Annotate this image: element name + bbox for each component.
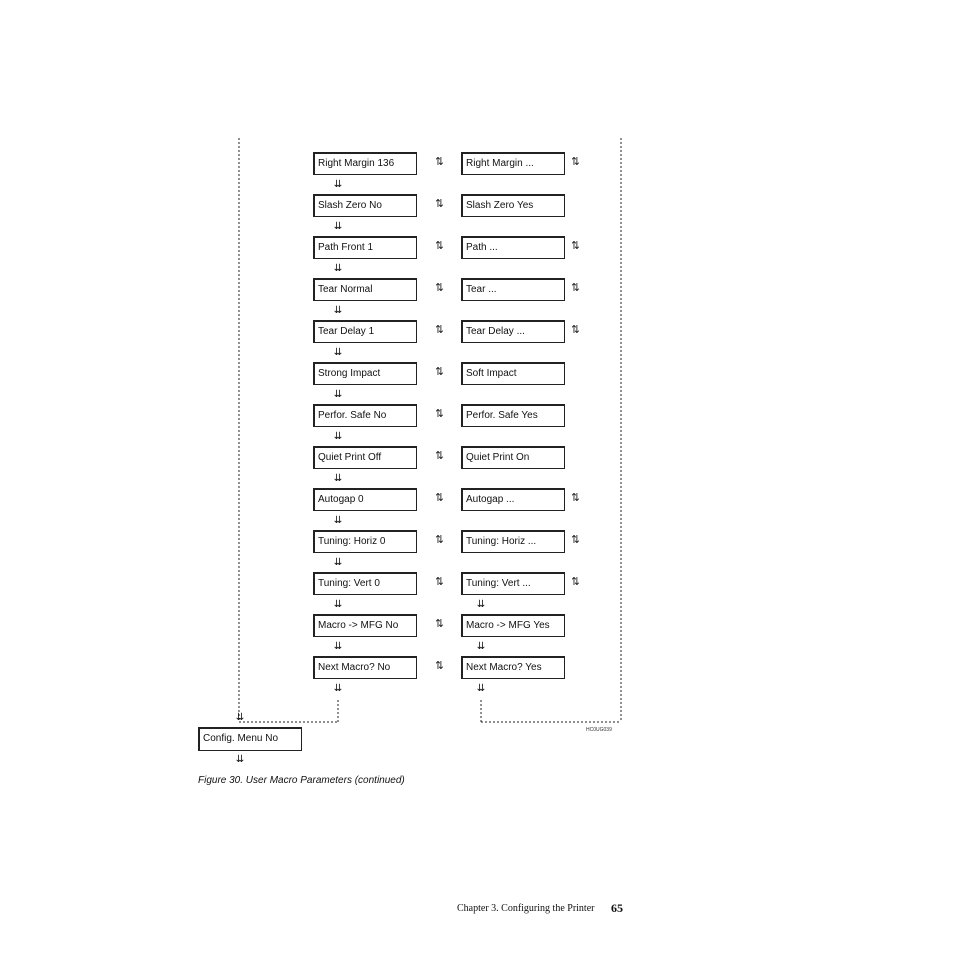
left-option-box: Tuning: Horiz 0 — [313, 530, 417, 553]
left-option-box: Perfor. Safe No — [313, 404, 417, 427]
right-option-box: Autogap ... — [461, 488, 565, 511]
page-number: 65 — [611, 901, 623, 915]
toggle-arrow-icon: ⇅ — [435, 198, 444, 211]
right-option-box: Tear Delay ... — [461, 320, 565, 343]
left-option-box: Next Macro? No — [313, 656, 417, 679]
toggle-arrow-icon: ⇅ — [571, 324, 580, 337]
toggle-arrow-icon: ⇅ — [571, 492, 580, 505]
toggle-arrow-icon: ⇅ — [435, 282, 444, 295]
figure-caption: Figure 30. User Macro Parameters (continued) — [198, 775, 405, 786]
down-arrow-icon: ⇊ — [333, 515, 343, 526]
left-option-box: Strong Impact — [313, 362, 417, 385]
right-option-box: Soft Impact — [461, 362, 565, 385]
down-arrow-icon: ⇊ — [333, 473, 343, 484]
right-option-box: Slash Zero Yes — [461, 194, 565, 217]
right-option-box: Right Margin ... — [461, 152, 565, 175]
left-option-box: Tear Delay 1 — [313, 320, 417, 343]
down-arrow-icon: ⇊ — [235, 754, 245, 765]
left-option-box: Autogap 0 — [313, 488, 417, 511]
config-menu-box: Config. Menu No — [198, 727, 302, 751]
down-arrow-icon: ⇊ — [333, 347, 343, 358]
toggle-arrow-icon: ⇅ — [435, 618, 444, 631]
down-arrow-icon: ⇊ — [333, 431, 343, 442]
toggle-arrow-icon: ⇅ — [435, 492, 444, 505]
down-arrow-icon: ⇊ — [333, 599, 343, 610]
down-arrow-icon: ⇊ — [333, 683, 343, 694]
left-option-box: Tuning: Vert 0 — [313, 572, 417, 595]
toggle-arrow-icon: ⇅ — [435, 156, 444, 169]
down-arrow-icon: ⇊ — [333, 641, 343, 652]
left-option-box: Slash Zero No — [313, 194, 417, 217]
toggle-arrow-icon: ⇅ — [435, 534, 444, 547]
toggle-arrow-icon: ⇅ — [571, 534, 580, 547]
down-arrow-icon: ⇊ — [333, 263, 343, 274]
right-option-box: Perfor. Safe Yes — [461, 404, 565, 427]
down-arrow-icon: ⇊ — [476, 641, 486, 652]
toggle-arrow-icon: ⇅ — [435, 366, 444, 379]
toggle-arrow-icon: ⇅ — [571, 282, 580, 295]
down-arrow-icon: ⇊ — [333, 179, 343, 190]
toggle-arrow-icon: ⇅ — [435, 240, 444, 253]
footer-chapter: Chapter 3. Configuring the Printer — [457, 903, 595, 914]
right-option-box: Path ... — [461, 236, 565, 259]
toggle-arrow-icon: ⇅ — [435, 408, 444, 421]
toggle-arrow-icon: ⇅ — [435, 450, 444, 463]
down-arrow-icon: ⇊ — [476, 599, 486, 610]
figure-code: HC0UG039 — [586, 727, 612, 733]
left-option-box: Macro -> MFG No — [313, 614, 417, 637]
toggle-arrow-icon: ⇅ — [571, 240, 580, 253]
toggle-arrow-icon: ⇅ — [571, 156, 580, 169]
right-option-box: Macro -> MFG Yes — [461, 614, 565, 637]
toggle-arrow-icon: ⇅ — [435, 576, 444, 589]
down-arrow-icon: ⇊ — [476, 683, 486, 694]
right-option-box: Quiet Print On — [461, 446, 565, 469]
right-option-box: Tuning: Horiz ... — [461, 530, 565, 553]
left-option-box: Right Margin 136 — [313, 152, 417, 175]
left-option-box: Quiet Print Off — [313, 446, 417, 469]
left-option-box: Path Front 1 — [313, 236, 417, 259]
right-option-box: Tuning: Vert ... — [461, 572, 565, 595]
left-option-box: Tear Normal — [313, 278, 417, 301]
toggle-arrow-icon: ⇅ — [571, 576, 580, 589]
right-option-box: Next Macro? Yes — [461, 656, 565, 679]
down-arrow-icon: ⇊ — [333, 305, 343, 316]
toggle-arrow-icon: ⇅ — [435, 660, 444, 673]
down-arrow-icon: ⇊ — [333, 389, 343, 400]
down-arrow-icon: ⇊ — [333, 557, 343, 568]
right-option-box: Tear ... — [461, 278, 565, 301]
down-arrow-icon: ⇊ — [235, 712, 245, 723]
toggle-arrow-icon: ⇅ — [435, 324, 444, 337]
down-arrow-icon: ⇊ — [333, 221, 343, 232]
